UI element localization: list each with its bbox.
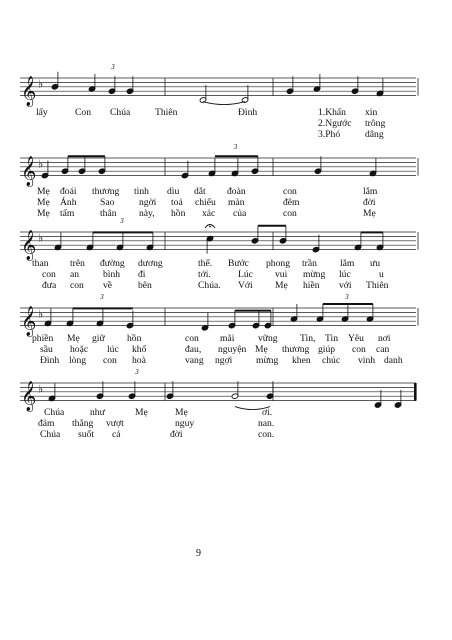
lyric-syllable: bình <box>103 269 121 280</box>
lyric-syllable: Tin, <box>300 333 316 344</box>
final-barline <box>414 383 417 401</box>
lyric-syllable: Thiên <box>155 107 178 118</box>
lyric-syllable: thế. <box>198 258 213 269</box>
triplet-mark: 3 <box>345 293 349 301</box>
lyric-syllable: con <box>352 344 366 355</box>
lyric-syllable: của <box>233 208 247 219</box>
lyric-syllable: lòng <box>69 355 87 366</box>
triplet-mark: 3 <box>120 217 124 225</box>
lyric-syllable: con <box>283 208 297 219</box>
lyric-syllable: con <box>70 280 84 291</box>
lyric-syllable: tình <box>134 186 149 197</box>
flat-key-signature-icon: ♭ <box>38 382 44 396</box>
lyric-syllable: Chúa <box>110 107 131 118</box>
lyric-syllable: lúc <box>107 344 119 355</box>
lyric-syllable: đi <box>138 269 146 280</box>
lyric-syllable: Mẹ <box>37 208 50 219</box>
lyric-syllable: mãi <box>220 333 235 344</box>
lyric-syllable: khổ <box>132 344 147 355</box>
lyric-syllable: dắt <box>194 186 206 197</box>
treble-clef-icon: 𝄞 <box>21 230 37 261</box>
lyric-syllable: lúc <box>339 269 351 280</box>
lyric-syllable: vinh <box>358 355 376 366</box>
lyric-syllable: con <box>42 269 56 280</box>
lyric-syllable: Con <box>75 107 91 118</box>
lyric-syllable: 3.Phó <box>318 129 341 140</box>
lyric-syllable: giữ <box>92 333 105 344</box>
lyric-syllable: Ánh <box>60 197 77 208</box>
lyric-syllable: can <box>376 344 390 355</box>
lyric-syllable: vui <box>275 269 288 280</box>
triplet-mark: 3 <box>233 143 238 151</box>
lyric-syllable: nguy <box>175 418 195 429</box>
lyric-syllable: Mẹ <box>175 407 188 418</box>
lyric-syllable: ơi. <box>262 407 273 418</box>
lyric-syllable: đau, <box>185 344 202 355</box>
lyric-syllable: lấy <box>36 107 48 118</box>
lyric-syllable: khen <box>292 355 311 366</box>
lyric-syllable: Bước <box>228 258 249 269</box>
lyric-syllable: con <box>185 333 199 344</box>
lyric-syllable: con <box>283 186 297 197</box>
lyric-syllable: nơi <box>378 333 391 344</box>
lyric-syllable: u <box>379 269 384 280</box>
lyric-syllable: đưa <box>42 280 57 291</box>
lyric-syllable: Đình <box>238 107 258 118</box>
lyric-syllable: phiền <box>32 333 54 344</box>
lyric-syllable: Mẹ <box>37 197 50 208</box>
lyric-syllable: Chúa <box>44 407 65 418</box>
lyric-syllable: sầu <box>40 344 53 355</box>
flat-key-signature-icon: ♭ <box>38 231 44 245</box>
lyric-syllable: Mẹ <box>275 280 288 291</box>
lyric-syllable: xác <box>202 208 216 219</box>
lyric-syllable: suốt <box>78 429 94 440</box>
lyric-syllable: thương <box>92 186 120 197</box>
lyric-syllable: Sao <box>100 197 115 208</box>
lyric-syllable: như <box>90 407 105 418</box>
lyric-syllable: Chúa. <box>198 280 221 291</box>
lyric-syllable: giúp <box>318 344 336 355</box>
lyric-syllable: đường <box>100 258 125 269</box>
treble-clef-icon: 𝄞 <box>21 306 37 337</box>
triplet-mark: 3 <box>100 293 104 301</box>
lyric-syllable: ngời <box>139 197 157 208</box>
fermata-dot <box>209 226 211 228</box>
lyric-syllable: than <box>32 258 49 269</box>
lyric-syllable: thân <box>100 208 117 219</box>
triplet-mark: 3 <box>135 368 139 376</box>
lyric-syllable: tới. <box>198 269 211 280</box>
lyric-syllable: chiếu <box>195 197 216 208</box>
lyric-syllable: vượt <box>106 418 124 429</box>
lyric-syllable: dìu <box>167 186 180 197</box>
lyric-syllable: Chúa <box>40 429 61 440</box>
lyric-syllable: hoặc <box>70 344 89 355</box>
lyric-syllable: toả <box>171 197 183 208</box>
lyric-syllable: đoàn <box>227 186 246 197</box>
lyric-syllable: Tin <box>325 333 338 344</box>
lyric-syllable: vang <box>185 355 204 366</box>
lyric-syllable: đảm <box>38 418 55 429</box>
lyric-syllable: này, <box>139 208 155 219</box>
lyric-syllable: mừng <box>256 355 279 366</box>
lyric-syllable: dâng <box>365 129 384 140</box>
flat-key-signature-icon: ♭ <box>38 77 44 91</box>
lyric-syllable: Thiên <box>366 280 389 291</box>
lyric-syllable: Mẹ <box>37 186 50 197</box>
lyric-syllable: Đình <box>40 355 60 366</box>
lyric-syllable: 2.Ngước <box>318 118 352 129</box>
lyric-syllable: con <box>103 355 117 366</box>
lyric-syllable: Mẹ <box>255 344 268 355</box>
lyric-syllable: nguyện <box>218 344 247 355</box>
lyric-syllable: hồn <box>127 333 142 344</box>
lyric-syllable: Mẹ <box>135 407 148 418</box>
lyric-syllable: vững <box>258 333 278 344</box>
lyric-syllable: an <box>70 269 80 280</box>
triplet-mark: 3 <box>111 63 115 71</box>
lyric-syllable: cả <box>112 429 121 440</box>
lyric-syllable: danh <box>384 355 403 366</box>
page-number: 9 <box>196 548 201 559</box>
lyric-syllable: đời <box>170 429 183 440</box>
lyric-syllable: đoái <box>60 186 77 197</box>
lyric-syllable: đêm <box>283 197 300 208</box>
lyric-syllable: ngợi <box>215 355 233 366</box>
lyric-syllable: Lúc <box>238 269 253 280</box>
lyric-syllable: Yêu <box>348 333 364 344</box>
lyric-syllable: dương <box>138 258 163 269</box>
lyric-syllable: nan. <box>258 418 275 429</box>
lyric-syllable: thắng <box>72 418 94 429</box>
lyric-syllable: thương <box>282 344 310 355</box>
lyric-syllable: xin <box>365 107 378 118</box>
lyric-syllable: lắm <box>340 258 355 269</box>
treble-clef-icon: 𝄞 <box>21 76 37 107</box>
lyric-syllable: tấm <box>60 208 75 219</box>
treble-clef-icon: 𝄞 <box>21 156 37 187</box>
lyric-syllable: chúc <box>322 355 341 366</box>
lyric-syllable: trần <box>302 258 317 269</box>
lyric-syllable: Mẹ <box>363 208 376 219</box>
flat-key-signature-icon: ♭ <box>38 307 44 321</box>
treble-clef-icon: 𝄞 <box>21 381 37 412</box>
lyric-syllable: ưu <box>370 258 380 269</box>
lyric-syllable: con. <box>258 429 275 440</box>
lyric-syllable: với <box>339 280 352 291</box>
lyric-syllable: Mẹ <box>67 333 80 344</box>
lyric-syllable: trông <box>365 118 386 129</box>
lyric-syllable: đời <box>363 197 376 208</box>
tie <box>203 102 245 105</box>
lyric-syllable: Với <box>238 280 253 291</box>
lyric-syllable: về <box>103 280 113 291</box>
lyric-syllable: hồn <box>171 208 186 219</box>
lyric-syllable: hoà <box>132 355 146 366</box>
lyric-syllable: 1.Khấn <box>318 107 346 118</box>
lyric-syllable: lắm <box>363 186 378 197</box>
lyric-syllable: hiền <box>303 280 320 291</box>
lyric-syllable: trên <box>70 258 85 269</box>
lyric-syllable: mừng <box>303 269 326 280</box>
lyric-syllable: bên <box>138 280 152 291</box>
lyric-syllable: màn <box>228 197 245 208</box>
lyric-syllable: phong <box>266 258 290 269</box>
flat-key-signature-icon: ♭ <box>38 157 44 171</box>
